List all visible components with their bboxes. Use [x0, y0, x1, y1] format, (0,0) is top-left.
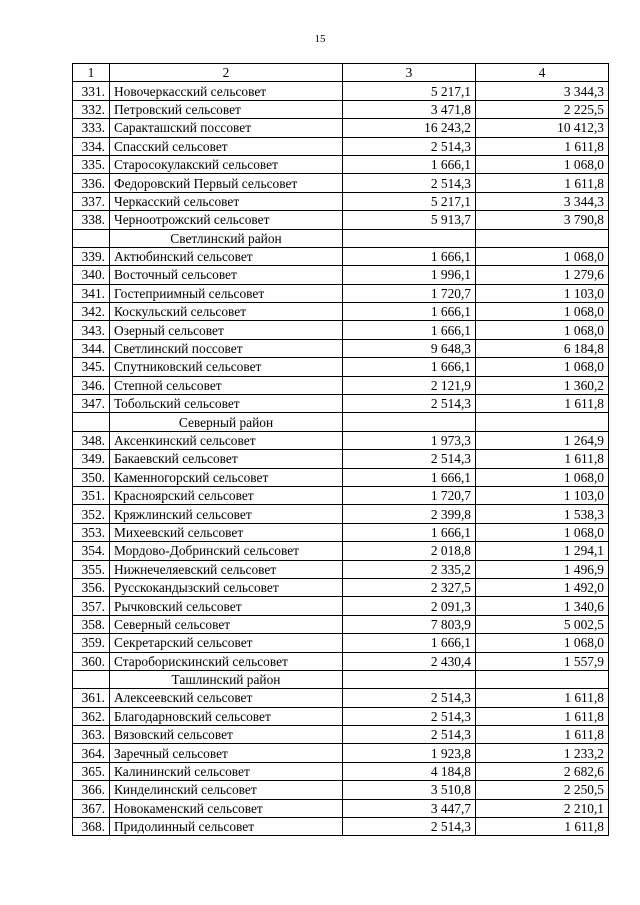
row-number: 364.: [73, 744, 110, 762]
settlement-name: Каменногорский сельсовет: [110, 468, 343, 486]
settlement-name: Новочеркасский сельсовет: [110, 82, 343, 100]
settlement-name: Заречный сельсовет: [110, 744, 343, 762]
row-number: 366.: [73, 781, 110, 799]
settlement-name: Нижнечеляевский сельсовет: [110, 560, 343, 578]
row-number: 360.: [73, 652, 110, 670]
table-row: [73, 486, 609, 504]
header-col-1: 1: [73, 64, 110, 82]
value-col-3: 1 720,7: [343, 486, 476, 504]
table-row: [73, 303, 609, 321]
settlement-name: Староборискинский сельсовет: [110, 652, 343, 670]
row-number: 346.: [73, 376, 110, 394]
row-number: 356.: [73, 578, 110, 596]
settlement-name: Мордово-Добринский сельсовет: [110, 542, 343, 560]
row-number: 343.: [73, 321, 110, 339]
value-col-4: 1 557,9: [476, 652, 609, 670]
value-col-3: 1 666,1: [343, 247, 476, 265]
value-col-3: 2 018,8: [343, 542, 476, 560]
settlement-name: Светлинский поссовет: [110, 339, 343, 357]
district-header-row: [73, 413, 609, 431]
table-row: [73, 266, 609, 284]
value-col-3: 2 514,3: [343, 818, 476, 836]
table-row: [73, 100, 609, 118]
row-number: 347.: [73, 395, 110, 413]
value-col-4: 1 264,9: [476, 431, 609, 449]
row-number: 357.: [73, 597, 110, 615]
value-col-4: 2 210,1: [476, 799, 609, 817]
settlement-name: Аксенкинский сельсовет: [110, 431, 343, 449]
value-col-3: 1 666,1: [343, 155, 476, 173]
settlement-name: Новокаменский сельсовет: [110, 799, 343, 817]
value-col-3: 1 666,1: [343, 358, 476, 376]
value-col-4: 2 225,5: [476, 100, 609, 118]
value-col-3: 5 217,1: [343, 82, 476, 100]
value-col-4: 5 002,5: [476, 615, 609, 633]
value-col-3: 1 973,3: [343, 431, 476, 449]
row-number: 336.: [73, 174, 110, 192]
value-col-3: 1 666,1: [343, 468, 476, 486]
header-col-3: 3: [343, 64, 476, 82]
settlement-name: Тобольский сельсовет: [110, 395, 343, 413]
table-row: [73, 615, 609, 633]
table-row: [73, 689, 609, 707]
value-col-4: 1 611,8: [476, 450, 609, 468]
value-col-4: 3 344,3: [476, 82, 609, 100]
value-col-4: 1 611,8: [476, 137, 609, 155]
value-col-3: 1 996,1: [343, 266, 476, 284]
settlement-name: Рычковский сельсовет: [110, 597, 343, 615]
table-row: [73, 505, 609, 523]
table-row: [73, 707, 609, 725]
settlement-name: Спасский сельсовет: [110, 137, 343, 155]
value-col-3: 2 121,9: [343, 376, 476, 394]
settlement-name: Гостеприимный сельсовет: [110, 284, 343, 302]
table-row: [73, 376, 609, 394]
district-empty-cell: [73, 229, 110, 247]
row-number: 358.: [73, 615, 110, 633]
value-col-3: 2 514,3: [343, 707, 476, 725]
row-number: 340.: [73, 266, 110, 284]
settlement-name: Петровский сельсовет: [110, 100, 343, 118]
value-col-3: 5 913,7: [343, 211, 476, 229]
value-col-3: 2 514,3: [343, 395, 476, 413]
value-col-4: 1 492,0: [476, 578, 609, 596]
value-col-4: 2 682,6: [476, 762, 609, 780]
value-col-3: 3 447,7: [343, 799, 476, 817]
value-col-3: 3 471,8: [343, 100, 476, 118]
row-number: 341.: [73, 284, 110, 302]
row-number: 354.: [73, 542, 110, 560]
value-col-4: 1 496,9: [476, 560, 609, 578]
district-empty-cell: [73, 413, 110, 431]
row-number: 352.: [73, 505, 110, 523]
table-row: [73, 211, 609, 229]
value-col-3: 5 217,1: [343, 192, 476, 210]
district-empty-cell: [476, 229, 609, 247]
value-col-4: 2 250,5: [476, 781, 609, 799]
value-col-4: 1 611,8: [476, 395, 609, 413]
district-name: Северный район: [110, 413, 343, 431]
value-col-4: 1 068,0: [476, 303, 609, 321]
row-number: 335.: [73, 155, 110, 173]
table-row: [73, 339, 609, 357]
district-empty-cell: [343, 670, 476, 688]
table-row: [73, 781, 609, 799]
value-col-4: 1 103,0: [476, 284, 609, 302]
page-number: 15: [314, 33, 326, 45]
settlement-name: Старосокулакский сельсовет: [110, 155, 343, 173]
settlement-name: Вязовский сельсовет: [110, 726, 343, 744]
value-col-4: 1 068,0: [476, 155, 609, 173]
table-header-row: [73, 64, 609, 82]
value-col-3: 3 510,8: [343, 781, 476, 799]
settlement-name: Благодарновский сельсовет: [110, 707, 343, 725]
settlement-name: Калининский сельсовет: [110, 762, 343, 780]
value-col-4: 1 611,8: [476, 174, 609, 192]
row-number: 344.: [73, 339, 110, 357]
value-col-4: 10 412,3: [476, 119, 609, 137]
value-col-4: 1 611,8: [476, 689, 609, 707]
value-col-4: 1 103,0: [476, 486, 609, 504]
district-header-row: [73, 229, 609, 247]
row-number: 334.: [73, 137, 110, 155]
table-row: [73, 818, 609, 836]
value-col-4: 1 538,3: [476, 505, 609, 523]
value-col-4: 1 068,0: [476, 634, 609, 652]
district-empty-cell: [343, 413, 476, 431]
district-name: Ташлинский район: [110, 670, 343, 688]
settlement-name: Саракташский поссовет: [110, 119, 343, 137]
row-number: 337.: [73, 192, 110, 210]
row-number: 350.: [73, 468, 110, 486]
table-row: [73, 358, 609, 376]
value-col-4: 3 790,8: [476, 211, 609, 229]
table-row: [73, 174, 609, 192]
settlement-name: Степной сельсовет: [110, 376, 343, 394]
value-col-3: 2 091,3: [343, 597, 476, 615]
settlement-name: Бакаевский сельсовет: [110, 450, 343, 468]
value-col-3: 1 666,1: [343, 321, 476, 339]
table-row: [73, 468, 609, 486]
row-number: 362.: [73, 707, 110, 725]
row-number: 367.: [73, 799, 110, 817]
table-row: [73, 137, 609, 155]
table-row: [73, 799, 609, 817]
table-row: [73, 634, 609, 652]
settlement-name: Кряжлинский сельсовет: [110, 505, 343, 523]
district-name: Светлинский район: [110, 229, 343, 247]
budget-table: [72, 63, 609, 836]
table-row: [73, 247, 609, 265]
settlement-name: Озерный сельсовет: [110, 321, 343, 339]
settlement-name: Коскульский сельсовет: [110, 303, 343, 321]
table-row: [73, 119, 609, 137]
row-number: 339.: [73, 247, 110, 265]
value-col-3: 2 514,3: [343, 137, 476, 155]
table-row: [73, 284, 609, 302]
value-col-4: 1 294,1: [476, 542, 609, 560]
table-row: [73, 450, 609, 468]
table-row: [73, 560, 609, 578]
header-col-4: 4: [476, 64, 609, 82]
table-row: [73, 155, 609, 173]
value-col-3: 1 720,7: [343, 284, 476, 302]
value-col-3: 2 430,4: [343, 652, 476, 670]
table-row: [73, 652, 609, 670]
settlement-name: Актюбинский сельсовет: [110, 247, 343, 265]
row-number: 353.: [73, 523, 110, 541]
table-row: [73, 523, 609, 541]
settlement-name: Спутниковский сельсовет: [110, 358, 343, 376]
settlement-name: Придолинный сельсовет: [110, 818, 343, 836]
value-col-4: 1 233,2: [476, 744, 609, 762]
value-col-4: 6 184,8: [476, 339, 609, 357]
settlement-name: Восточный сельсовет: [110, 266, 343, 284]
table-row: [73, 726, 609, 744]
row-number: 368.: [73, 818, 110, 836]
value-col-4: 1 068,0: [476, 247, 609, 265]
value-col-4: 1 611,8: [476, 726, 609, 744]
table-row: [73, 597, 609, 615]
row-number: 342.: [73, 303, 110, 321]
row-number: 349.: [73, 450, 110, 468]
settlement-name: Русскокандызский сельсовет: [110, 578, 343, 596]
value-col-4: 1 340,6: [476, 597, 609, 615]
settlement-name: Секретарский сельсовет: [110, 634, 343, 652]
row-number: 338.: [73, 211, 110, 229]
value-col-3: 7 803,9: [343, 615, 476, 633]
value-col-4: 1 279,6: [476, 266, 609, 284]
row-number: 355.: [73, 560, 110, 578]
row-number: 351.: [73, 486, 110, 504]
value-col-3: 1 666,1: [343, 634, 476, 652]
table-row: [73, 431, 609, 449]
row-number: 363.: [73, 726, 110, 744]
settlement-name: Черноотрожский сельсовет: [110, 211, 343, 229]
settlement-name: Федоровский Первый сельсовет: [110, 174, 343, 192]
settlement-name: Красноярский сельсовет: [110, 486, 343, 504]
table-row: [73, 82, 609, 100]
value-col-3: 2 335,2: [343, 560, 476, 578]
settlement-name: Алексеевский сельсовет: [110, 689, 343, 707]
value-col-4: 1 068,0: [476, 523, 609, 541]
district-header-row: [73, 670, 609, 688]
row-number: 345.: [73, 358, 110, 376]
table-row: [73, 192, 609, 210]
value-col-4: 1 611,8: [476, 707, 609, 725]
row-number: 359.: [73, 634, 110, 652]
settlement-name: Черкасский сельсовет: [110, 192, 343, 210]
district-empty-cell: [343, 229, 476, 247]
table-row: [73, 578, 609, 596]
value-col-3: 2 327,5: [343, 578, 476, 596]
row-number: 331.: [73, 82, 110, 100]
settlement-name: Кинделинский сельсовет: [110, 781, 343, 799]
value-col-4: 1 611,8: [476, 818, 609, 836]
row-number: 333.: [73, 119, 110, 137]
value-col-4: 1 068,0: [476, 468, 609, 486]
value-col-3: 1 923,8: [343, 744, 476, 762]
settlement-name: Михеевский сельсовет: [110, 523, 343, 541]
row-number: 348.: [73, 431, 110, 449]
value-col-3: 1 666,1: [343, 303, 476, 321]
table-row: [73, 395, 609, 413]
value-col-4: 1 068,0: [476, 321, 609, 339]
table-row: [73, 321, 609, 339]
district-empty-cell: [476, 670, 609, 688]
row-number: 361.: [73, 689, 110, 707]
value-col-4: 1 068,0: [476, 358, 609, 376]
value-col-3: 4 184,8: [343, 762, 476, 780]
value-col-4: 3 344,3: [476, 192, 609, 210]
value-col-3: 1 666,1: [343, 523, 476, 541]
header-col-2: 2: [110, 64, 343, 82]
value-col-3: 9 648,3: [343, 339, 476, 357]
value-col-3: 2 514,3: [343, 689, 476, 707]
settlement-name: Северный сельсовет: [110, 615, 343, 633]
row-number: 332.: [73, 100, 110, 118]
table-row: [73, 744, 609, 762]
district-empty-cell: [73, 670, 110, 688]
value-col-3: 16 243,2: [343, 119, 476, 137]
value-col-3: 2 514,3: [343, 450, 476, 468]
table-row: [73, 762, 609, 780]
value-col-3: 2 514,3: [343, 726, 476, 744]
table-row: [73, 542, 609, 560]
row-number: 365.: [73, 762, 110, 780]
value-col-3: 2 514,3: [343, 174, 476, 192]
district-empty-cell: [476, 413, 609, 431]
value-col-4: 1 360,2: [476, 376, 609, 394]
value-col-3: 2 399,8: [343, 505, 476, 523]
